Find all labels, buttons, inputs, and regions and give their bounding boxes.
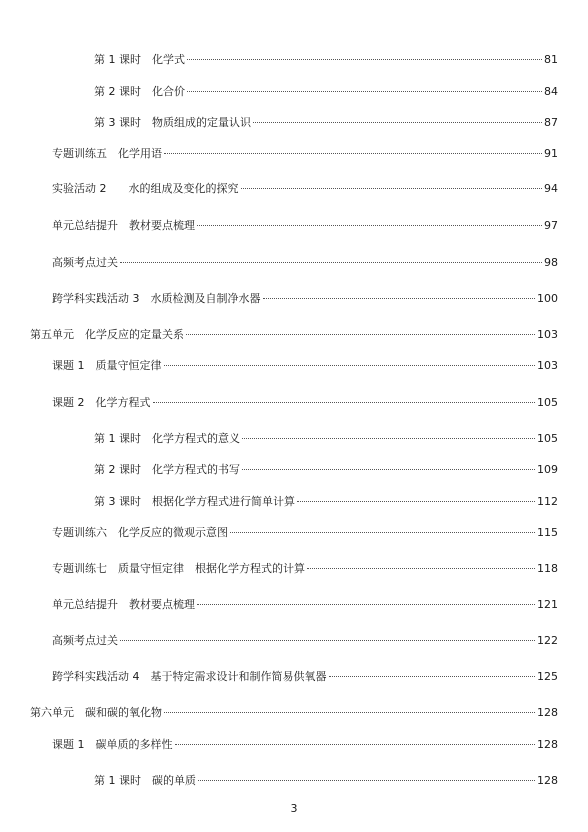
toc-entry[interactable] [30,328,558,342]
toc-entry[interactable] [52,562,558,576]
toc-entry-title: 实验活动 2 水的组成及变化的探究 [52,182,239,195]
toc-entry-page: 84 [544,85,558,98]
toc-entry[interactable] [52,359,558,373]
dot-leader [164,153,542,154]
toc-entry[interactable] [52,219,558,233]
toc-entry-page: 105 [537,432,558,445]
dot-leader [242,438,535,439]
toc-entry[interactable] [94,432,558,446]
toc-entry[interactable] [52,598,558,612]
dot-leader [263,298,536,299]
toc-entry-title: 第 2 课时 化学方程式的书写 [94,463,240,476]
toc-entry-page: 98 [544,256,558,269]
dot-leader [253,122,542,123]
toc-entry-title: 第 1 课时 化学方程式的意义 [94,432,240,445]
toc-entry-title: 第 2 课时 化合价 [94,85,185,98]
toc-entry[interactable] [52,396,558,410]
toc-entry-page: 105 [537,396,558,409]
toc-entry-page: 125 [537,670,558,683]
toc-entry[interactable] [52,634,558,648]
dot-leader [175,744,536,745]
toc-entry-title: 第 1 课时 碳的单质 [94,774,196,787]
dot-leader [329,676,536,677]
dot-leader [230,532,535,533]
dot-leader [120,262,542,263]
toc-entry-page: 87 [544,116,558,129]
dot-leader [153,402,536,403]
toc-entry-title: 专题训练七 质量守恒定律 根据化学方程式的计算 [52,562,305,575]
toc-entry-title: 高频考点过关 [52,634,118,647]
dot-leader [164,365,536,366]
toc-entry-title: 第六单元 碳和碳的氧化物 [30,706,162,719]
dot-leader [164,712,535,713]
toc-entry[interactable] [52,738,558,752]
toc-entry-page: 128 [537,706,558,719]
dot-leader [198,780,535,781]
toc-entry-title: 课题 1 质量守恒定律 [52,359,162,372]
toc-entry-title: 高频考点过关 [52,256,118,269]
toc-entry-page: 91 [544,147,558,160]
toc-entry[interactable] [52,526,558,540]
toc-entry-title: 课题 2 化学方程式 [52,396,151,409]
toc-entry[interactable] [94,116,558,130]
toc-entry-title: 跨学科实践活动 3 水质检测及自制净水器 [52,292,261,305]
toc-entry-page: 112 [537,495,558,508]
toc-entry-page: 118 [537,562,558,575]
dot-leader [187,91,542,92]
toc-entry[interactable] [52,256,558,270]
toc-entry-page: 103 [537,328,558,341]
toc-entry-title: 专题训练五 化学用语 [52,147,162,160]
dot-leader [297,501,535,502]
toc-entry-page: 103 [537,359,558,372]
dot-leader [120,640,535,641]
toc-entry-page: 94 [544,182,558,195]
toc-entry[interactable] [94,53,558,67]
toc-entry-title: 第 3 课时 物质组成的定量认识 [94,116,251,129]
toc-entry-page: 109 [537,463,558,476]
toc-entry[interactable] [30,706,558,720]
toc-entry[interactable] [52,182,558,196]
toc-entry[interactable] [52,292,558,306]
toc-entry[interactable] [52,147,558,161]
toc-entry[interactable] [52,670,558,684]
dot-leader [186,334,535,335]
toc-entry-page: 122 [537,634,558,647]
toc-entry-page: 115 [537,526,558,539]
toc-entry-title: 专题训练六 化学反应的微观示意图 [52,526,228,539]
dot-leader [197,225,542,226]
toc-entry-title: 第 3 课时 根据化学方程式进行简单计算 [94,495,295,508]
toc-entry-page: 81 [544,53,558,66]
toc-entry-page: 100 [537,292,558,305]
dot-leader [241,188,543,189]
dot-leader [242,469,535,470]
toc-entry-page: 128 [537,738,558,751]
toc-entry-page: 97 [544,219,558,232]
toc-entry-title: 课题 1 碳单质的多样性 [52,738,173,751]
dot-leader [197,604,535,605]
dot-leader [187,59,542,60]
toc-entry-title: 第五单元 化学反应的定量关系 [30,328,184,341]
toc-entry-title: 单元总结提升 教材要点梳理 [52,598,195,611]
toc-entry-title: 第 1 课时 化学式 [94,53,185,66]
toc-entry[interactable] [94,463,558,477]
toc-entry-page: 128 [537,774,558,787]
toc-entry-title: 跨学科实践活动 4 基于特定需求设计和制作简易供氧器 [52,670,327,683]
toc-entry[interactable] [94,495,558,509]
toc-entry[interactable] [94,85,558,99]
dot-leader [307,568,535,569]
toc-entry-title: 单元总结提升 教材要点梳理 [52,219,195,232]
page-number: 3 [290,802,298,815]
toc-entry[interactable] [94,774,558,788]
toc-entry-page: 121 [537,598,558,611]
